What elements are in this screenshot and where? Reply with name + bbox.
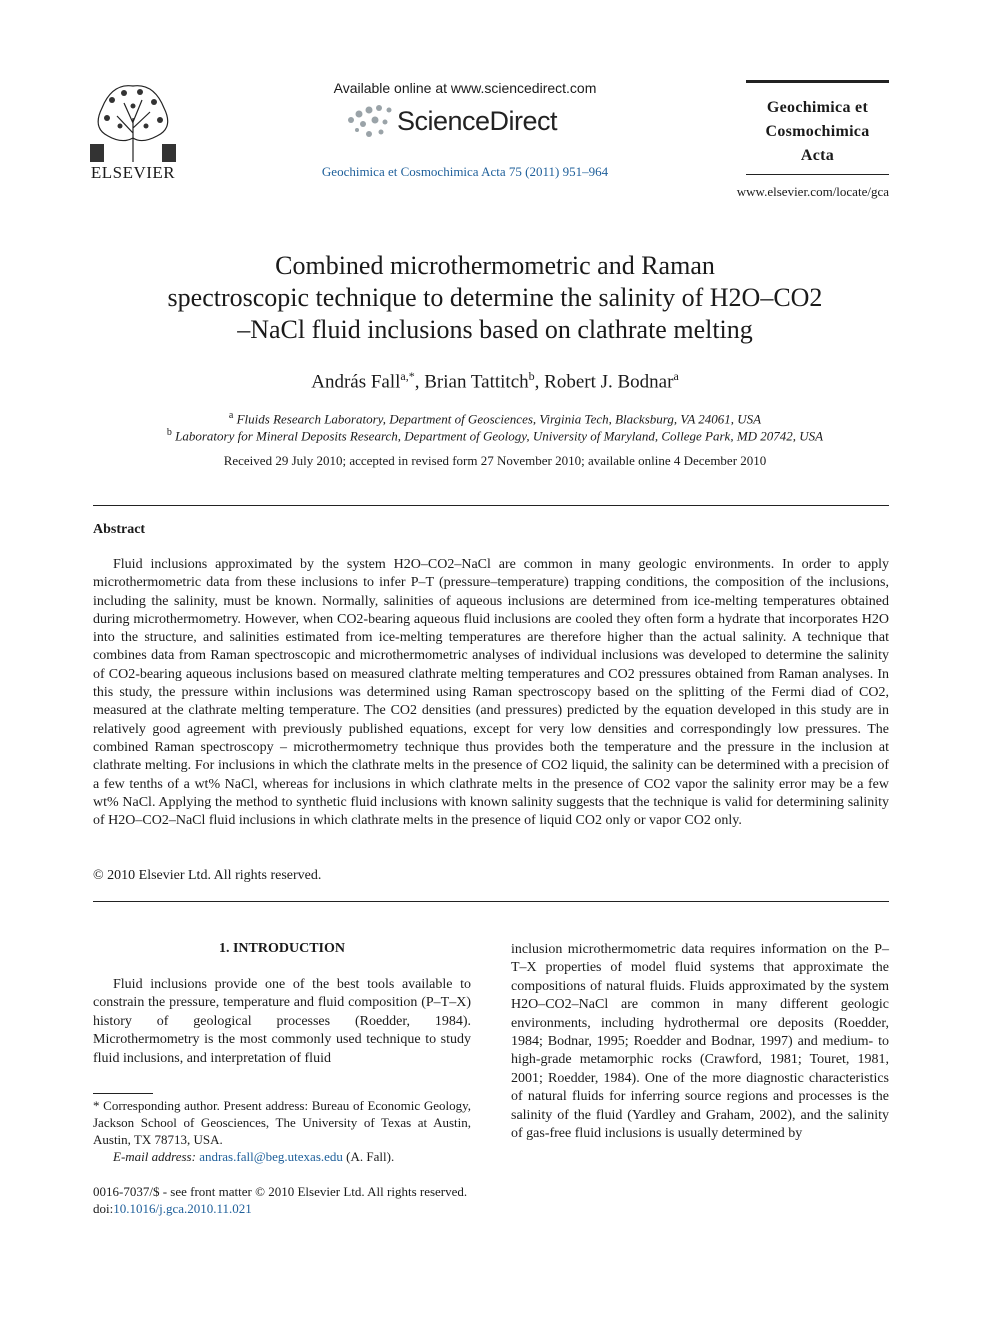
journal-title-line: Acta (800, 147, 835, 164)
sciencedirect-wordmark: ScienceDirect (397, 106, 558, 136)
title-line: spectroscopic technique to determine the salinity of H2O–CO2 (167, 283, 823, 312)
affiliation-b (95, 427, 895, 444)
journal-title-line: Geochimica et (766, 99, 869, 116)
title-line: –NaCl fluid inclusions based on clathrate melting (237, 315, 753, 344)
section-heading-introduction: 1. INTRODUCTION (218, 941, 345, 956)
front-matter (93, 1183, 573, 1217)
affiliation-mark: b (166, 427, 172, 438)
journal-title (746, 96, 889, 168)
journal-title-line: Cosmochimica (765, 123, 870, 140)
journal-url[interactable]: www.elsevier.com/locate/gca (736, 184, 889, 199)
available-online-text[interactable]: Available online at www.sciencedirect.com (333, 80, 597, 96)
sciencedirect-logo[interactable] (345, 100, 595, 145)
email-suffix: (A. Fall). (346, 1149, 395, 1164)
affiliation-mark: a (228, 410, 234, 421)
affiliation-text: Laboratory for Mineral Deposits Research, Department of Geology, University of Maryland, College Park, MD 20742, USA (175, 428, 824, 444)
author-name[interactable]: András Fall (311, 371, 401, 393)
doi-label: doi: (93, 1201, 114, 1216)
email-label: E-mail address: (113, 1149, 196, 1164)
title-line: Combined microthermometric and Raman (275, 251, 715, 280)
author-name[interactable]: Robert J. Bodnar (544, 371, 674, 393)
article-title (95, 250, 895, 346)
journal-rule-bottom (746, 174, 889, 175)
footnote-rule (93, 1093, 153, 1094)
journal-rule-top (746, 80, 889, 83)
intro-paragraph: inclusion microthermometric data requires information on the P–T–X properties of model fluid systems that approximate the compositions of natural fluids. Fluids approximated by the system H2O–CO2–NaCl are common in many different geologic environments, including hydrothermal ore deposits (Roedder, 1984; Bodnar, 1995; Roedder and Bodnar, 1997) and medium- to high-grade metamorphic rocks (Crawford, 1981; Touret, 1981, 2001; Roedder, 1984). One of the more diagnostic characteristics of natural fluids for inferring source regions and processes is the salinity of the fluid (Yardley and Graham, 2002), and the salinity of gas-free fluid inclusions is usually determined by (511, 942, 889, 1142)
abstract-heading: Abstract (93, 522, 146, 537)
journal-citation[interactable]: Geochimica et Cosmochimica Acta 75 (2011) 951–964 (321, 164, 609, 179)
abstract-copyright: © 2010 Elsevier Ltd. All rights reserved. (93, 868, 322, 883)
author-list: András Fall$^{a,*}$, Brian Tattitch$^b$, Robert J. Bodnar$^a$ (311, 369, 679, 393)
publisher-name: ELSEVIER (90, 163, 176, 182)
affiliation-a (95, 410, 895, 427)
abstract-body (93, 556, 889, 830)
received-dates: Received 29 July 2010; accepted in revised form 27 November 2010; available online 4 December 2010 (223, 453, 767, 468)
issn-line: 0016-7037/$ - see front matter © 2010 Elsevier Ltd. All rights reserved. (93, 1184, 468, 1199)
sciencedirect-dots-icon (345, 100, 397, 145)
doi-link[interactable]: 10.1016/j.gca.2010.11.021 (113, 1201, 252, 1216)
corresponding-author-footnote (93, 1097, 471, 1165)
abstract-text: Fluid inclusions approximated by the system H2O–CO2–NaCl are common in many geologic environments. In order to apply microthermometric data from these inclusions to infer P–T (pressure–temperature) trapping conditions, the composition of the inclusions, including the salinity, must be known. Normally, salinities of aqueous inclusions are determined from ice-melting temperatures obtained during microthermometry. However, when CO2-bearing aqueous fluid inclusions are cooled they often form a hydrate that incorporates H2O into the structure, and salinities estimated from ice-melting temperatures are therefore higher than the actual salinity. A technique that combines data from Raman spectroscopic and microthermometric analyses of individual inclusions was developed to determine the salinity of CO2-bearing aqueous inclusions based on measured clathrate melting temperatures and CO2 pressures obtained from Raman analyses. In this study, the pressure within inclusions was determined using Raman spectroscopy based on the splitting of the Fermi diad of CO2, measured at the clathrate melting temperature. The CO2 densities (and pressures) predicted by the equation developed in this study are in relatively good agreement with previously published equations, except for very low densities and correspondingly low pressures. The combined Raman spectroscopy – microthermometry technique thus provides both the temperature and the pressure in the inclusion at clathrate melting. For inclusions in which the clathrate melts in the presence of CO2 liquid, the salinity can be determined with a precision of a few tenths of a wt% NaCl, whereas for inclusions in which clathrate melts in the presence of CO2 vapor the salinity error may be a few wt% NaCl. Applying the method to synthetic fluid inclusions with known salinity suggests that the technique is valid for determining salinity of H2O–CO2–NaCl fluid inclusions in which clathrate melts in the presence of liquid CO2 only or vapor CO2 only. (93, 557, 889, 829)
email-link[interactable]: andras.fall@beg.utexas.edu (199, 1149, 343, 1164)
intro-column-left (93, 976, 471, 1068)
footnote-text: * Corresponding author. Present address: Bureau of Economic Geology, Jackson School of Geosciences, The University of Texas at Austin, Austin, TX 78713, USA. (93, 1098, 471, 1147)
author-affil-mark[interactable]: a,* (400, 369, 415, 383)
author-affil-mark[interactable]: b (528, 369, 535, 383)
intro-column-right (511, 941, 889, 1143)
abstract-rule-top (93, 505, 889, 506)
abstract-rule-bottom (93, 901, 889, 902)
affiliation-text: Fluids Research Laboratory, Department of Geosciences, Virginia Tech, Blacksburg, VA 24061, USA (236, 411, 762, 427)
author-affil-mark[interactable]: a (673, 369, 679, 383)
author-name[interactable]: Brian Tattitch (424, 371, 529, 393)
intro-paragraph: Fluid inclusions provide one of the best tools available to constrain the pressure, temperature and fluid composition (P–T–X) history of geological processes (Roedder, 1984). Microthermometry is the most commonly used technique to study fluid inclusions, and interpretation of fluid (93, 977, 471, 1066)
